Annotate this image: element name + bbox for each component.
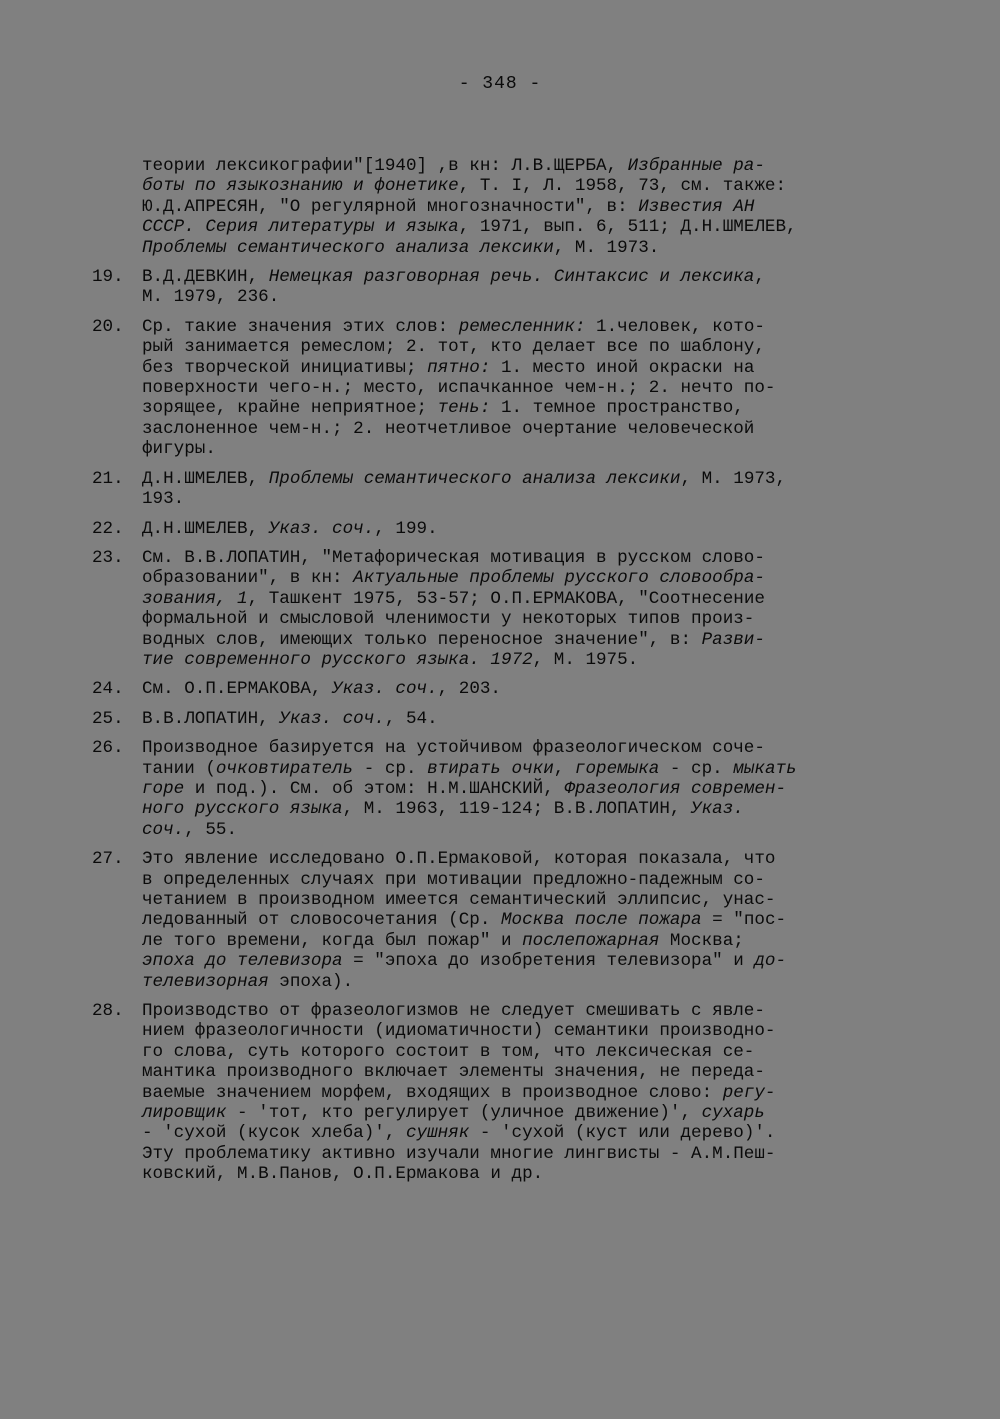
text-segment: Ю.Д.АПРЕСЯН, "О регулярной многозначности", в: xyxy=(142,196,639,217)
italic-text: Проблемы семантического анализа лексики xyxy=(268,468,681,489)
italic-text: сушняк xyxy=(405,1123,470,1144)
footnote-number: 26. xyxy=(92,738,124,759)
text-segment: мантика производного включает элементы значения, не переда- xyxy=(142,1062,765,1083)
text-line xyxy=(142,779,892,799)
text-segment: , xyxy=(754,267,765,288)
text-segment: тании ( xyxy=(142,758,216,779)
italic-text: соч. xyxy=(142,819,185,840)
footnote xyxy=(92,267,892,308)
italic-text: втирать очки xyxy=(427,758,554,779)
text-segment: , Т. I, Л. 1958, 73, см. также: xyxy=(458,176,787,197)
italic-text: очковтиратель xyxy=(215,758,354,779)
footnote-number: 27. xyxy=(92,849,124,870)
text-line xyxy=(142,1123,892,1143)
italic-text: СССР. Серия литературы и языка xyxy=(142,217,459,238)
italic-text: лировщик xyxy=(142,1103,227,1124)
text-segment: Производство от фразеологизмов не следует смешивать с явле- xyxy=(142,1001,765,1022)
text-segment: , 203. xyxy=(437,679,501,700)
text-line xyxy=(142,951,892,971)
italic-text: Москва после пожара xyxy=(500,910,702,931)
text-line xyxy=(142,972,892,992)
italic-text: боты по языкознанию и фонетике xyxy=(142,176,459,197)
footnote-text xyxy=(142,1001,892,1185)
italic-text: сухарь xyxy=(701,1103,765,1124)
text-line xyxy=(142,1144,892,1164)
text-line xyxy=(142,358,892,378)
text-segment: , М. 1973. xyxy=(553,237,660,258)
text-segment: Ср. такие значения этих слов: xyxy=(142,316,459,337)
text-segment: фигуры. xyxy=(142,439,216,460)
footnote-text xyxy=(142,738,892,840)
footnote xyxy=(92,156,892,258)
text-line xyxy=(142,1103,892,1123)
text-segment: в определенных случаях при мотивации предложно-падежным со- xyxy=(142,869,765,890)
text-line xyxy=(142,419,892,439)
footnote-number: 19. xyxy=(92,267,124,288)
footnote-text xyxy=(142,469,892,510)
text-segment: - ср. xyxy=(353,758,428,779)
text-line xyxy=(142,650,892,670)
footnote-text xyxy=(142,267,892,308)
text-line xyxy=(142,759,892,779)
text-segment: , 199. xyxy=(374,518,438,539)
footnote xyxy=(92,1001,892,1185)
text-segment: рый занимается ремеслом; 2. тот, кто делает все по шаблону, xyxy=(142,337,765,358)
text-segment: зорящее, крайне неприятное; xyxy=(142,398,438,419)
footnote-text xyxy=(142,679,892,699)
text-line xyxy=(142,398,892,418)
text-segment: Производное базируется на устойчивом фразеологическом соче- xyxy=(142,738,765,759)
text-segment: образовании", в кн: xyxy=(142,568,354,589)
footnote-number xyxy=(92,156,142,258)
footnote-text xyxy=(142,548,892,670)
footnote-number: 23. xyxy=(92,547,124,568)
footnote xyxy=(92,469,892,510)
text-line xyxy=(142,568,892,588)
italic-text: эпоха до телевизора xyxy=(142,951,343,972)
text-line xyxy=(142,709,892,729)
text-line xyxy=(142,197,892,217)
text-segment: ковский, М.В.Панов, О.П.Ермакова и др. xyxy=(142,1164,544,1185)
text-segment: Д.Н.ШМЕЛЕВ, xyxy=(142,518,269,539)
text-line xyxy=(142,609,892,629)
text-segment: , М. 1963, 119-124; В.В.ЛОПАТИН, xyxy=(342,799,692,820)
text-segment: , Ташкент 1975, 53-57; О.П.ЕРМАКОВА, "Соотнесение xyxy=(247,588,765,609)
footnote-text xyxy=(142,849,892,992)
footnote-text xyxy=(142,709,892,729)
italic-text: Указ. xyxy=(691,799,744,820)
text-line xyxy=(142,849,892,869)
text-line xyxy=(142,910,892,930)
text-segment: теории лексикографии"[1940] ,в кн: Л.В.ЩЕРБА, xyxy=(142,156,628,176)
footnote xyxy=(92,709,892,729)
text-line xyxy=(142,1083,892,1103)
text-segment: го слова, суть которого состоит в том, что лексическая се- xyxy=(142,1041,755,1062)
text-line xyxy=(142,589,892,609)
text-line xyxy=(142,931,892,951)
footnote xyxy=(92,317,892,460)
footnote-text xyxy=(142,519,892,539)
text-line xyxy=(142,267,892,287)
text-line xyxy=(142,799,892,819)
footnote-number: 21. xyxy=(92,468,124,489)
text-segment: нием фразеологичности (идиоматичности) семантики производно- xyxy=(142,1021,776,1042)
italic-text: до- xyxy=(754,951,787,972)
text-segment: эпоха). xyxy=(268,971,354,992)
text-segment: , М. 1975. xyxy=(532,649,639,670)
text-line xyxy=(142,738,892,758)
text-segment: водных слов, имеющих только переносное значение", в: xyxy=(142,629,702,650)
text-line xyxy=(142,870,892,890)
text-line xyxy=(142,1042,892,1062)
text-line xyxy=(142,337,892,357)
text-line xyxy=(142,1021,892,1041)
italic-text: тие современного русского языка. 1972 xyxy=(142,649,533,670)
italic-text: Немецкая разговорная речь. Синтаксис и лексика xyxy=(268,267,755,288)
text-segment: В.В.ЛОПАТИН, xyxy=(142,708,280,729)
text-segment: = "эпоха до изобретения телевизора" и xyxy=(342,951,755,972)
italic-text: горе xyxy=(142,778,185,799)
text-line xyxy=(142,548,892,568)
text-segment: См. В.В.ЛОПАТИН, "Метафорическая мотивация в русском слово- xyxy=(142,547,765,568)
italic-text: Разви- xyxy=(701,629,765,650)
italic-text: Фразеология современ- xyxy=(564,778,787,799)
text-line xyxy=(142,469,892,489)
text-segment: - 'сухой (кусок хлеба)', xyxy=(142,1123,406,1144)
text-line xyxy=(142,890,892,910)
footnote-number: 20. xyxy=(92,316,124,337)
text-segment: и под.). См. об этом: Н.М.ШАНСКИЙ, xyxy=(184,778,565,799)
text-segment: , 55. xyxy=(184,819,238,840)
text-line xyxy=(142,519,892,539)
italic-text: ремесленник: xyxy=(458,316,586,337)
italic-text: Указ. соч. xyxy=(268,518,375,539)
italic-text: Проблемы семантического анализа лексики xyxy=(142,237,554,258)
text-segment: ле того времени, когда был пожар" и xyxy=(142,930,523,951)
text-segment: Эту проблематику активно изучали многие лингвисты - А.М.Пеш- xyxy=(142,1143,776,1164)
text-segment: формальной и смысловой членимости у некоторых типов произ- xyxy=(142,609,755,630)
italic-text: послепожарная xyxy=(522,930,660,951)
text-segment: В.Д.ДЕВКИН, xyxy=(142,267,269,288)
footnote xyxy=(92,548,892,670)
footnote-number: 25. xyxy=(92,708,124,729)
italic-text: Известия АН xyxy=(638,196,755,217)
text-segment: Москва; xyxy=(659,930,744,951)
text-segment: Д.Н.ШМЕЛЕВ, xyxy=(142,468,269,489)
page-number: - 348 - xyxy=(458,74,542,94)
italic-text: Актуальные проблемы русского словообра- xyxy=(353,568,765,589)
footnote-number: 28. xyxy=(92,1001,124,1022)
text-line xyxy=(142,317,892,337)
text-segment: заслоненное чем-н.; 2. неотчетливое очертание человеческой xyxy=(142,418,755,439)
text-segment: - 'тот, кто регулирует (уличное движение)', xyxy=(226,1103,702,1124)
text-line xyxy=(142,176,892,196)
text-segment: поверхности чего-н.; место, испачканное чем-н.; 2. нечто по- xyxy=(142,378,776,399)
text-segment: Это явление исследовано О.П.Ермаковой, которая показала, что xyxy=(142,849,776,870)
italic-text: ного русского языка xyxy=(142,799,343,820)
footnote-text xyxy=(142,317,892,460)
text-line xyxy=(142,287,892,307)
italic-text: горемыка xyxy=(574,758,660,779)
text-line xyxy=(142,630,892,650)
italic-text: пятно: xyxy=(427,357,491,378)
text-line xyxy=(142,238,892,258)
text-segment: , 1971, вып. 6, 511; Д.Н.ШМЕЛЕВ, xyxy=(458,217,797,238)
text-segment: ледованный от словосочетания (Ср. xyxy=(142,910,501,931)
italic-text: телевизорная xyxy=(142,971,269,992)
footnote-number: 22. xyxy=(92,518,124,539)
italic-text: мыкать xyxy=(733,758,797,779)
text-line xyxy=(142,439,892,459)
footnote xyxy=(92,738,892,840)
footnotes-list xyxy=(92,156,892,1194)
text-line xyxy=(142,156,892,176)
italic-text: Указ. соч. xyxy=(332,679,438,700)
text-segment: - 'сухой (куст или дерево)'. xyxy=(469,1123,776,1144)
italic-text: тень: xyxy=(437,398,491,419)
text-line xyxy=(142,378,892,398)
footnote-number: 24. xyxy=(92,679,124,700)
text-segment: ваемые значением морфем, входящих в производное слово: xyxy=(142,1082,723,1103)
text-segment: 193. xyxy=(142,489,185,510)
footnote xyxy=(92,849,892,992)
text-segment: - ср. xyxy=(659,758,734,779)
italic-text: регу- xyxy=(722,1082,776,1103)
text-segment: , М. 1973, xyxy=(680,468,787,489)
footnote xyxy=(92,519,892,539)
text-segment: М. 1979, 236. xyxy=(142,287,280,308)
footnote-text xyxy=(142,156,892,258)
text-segment: 1. темное пространство, xyxy=(490,398,744,419)
text-line xyxy=(142,1164,892,1184)
text-line xyxy=(142,820,892,840)
text-line xyxy=(142,1062,892,1082)
italic-text: Избранные ра- xyxy=(627,156,765,176)
text-segment: четанием в производном имеется семантический эллипсис, унас- xyxy=(142,890,776,910)
text-line xyxy=(142,679,892,699)
text-line xyxy=(142,217,892,237)
text-line xyxy=(142,489,892,509)
text-segment: без творческой инициативы; xyxy=(142,357,428,378)
text-segment: См. О.П.ЕРМАКОВА, xyxy=(142,679,333,700)
text-segment: 1. место иной окраски на xyxy=(490,357,755,378)
italic-text: Указ. соч. xyxy=(279,708,385,729)
text-line xyxy=(142,1001,892,1021)
text-segment: , xyxy=(553,758,575,779)
text-segment: , 54. xyxy=(384,708,438,729)
text-segment: 1.человек, кото- xyxy=(585,316,765,337)
italic-text: зования, 1 xyxy=(142,588,248,609)
footnote xyxy=(92,679,892,699)
text-segment: = "пос- xyxy=(701,910,787,931)
